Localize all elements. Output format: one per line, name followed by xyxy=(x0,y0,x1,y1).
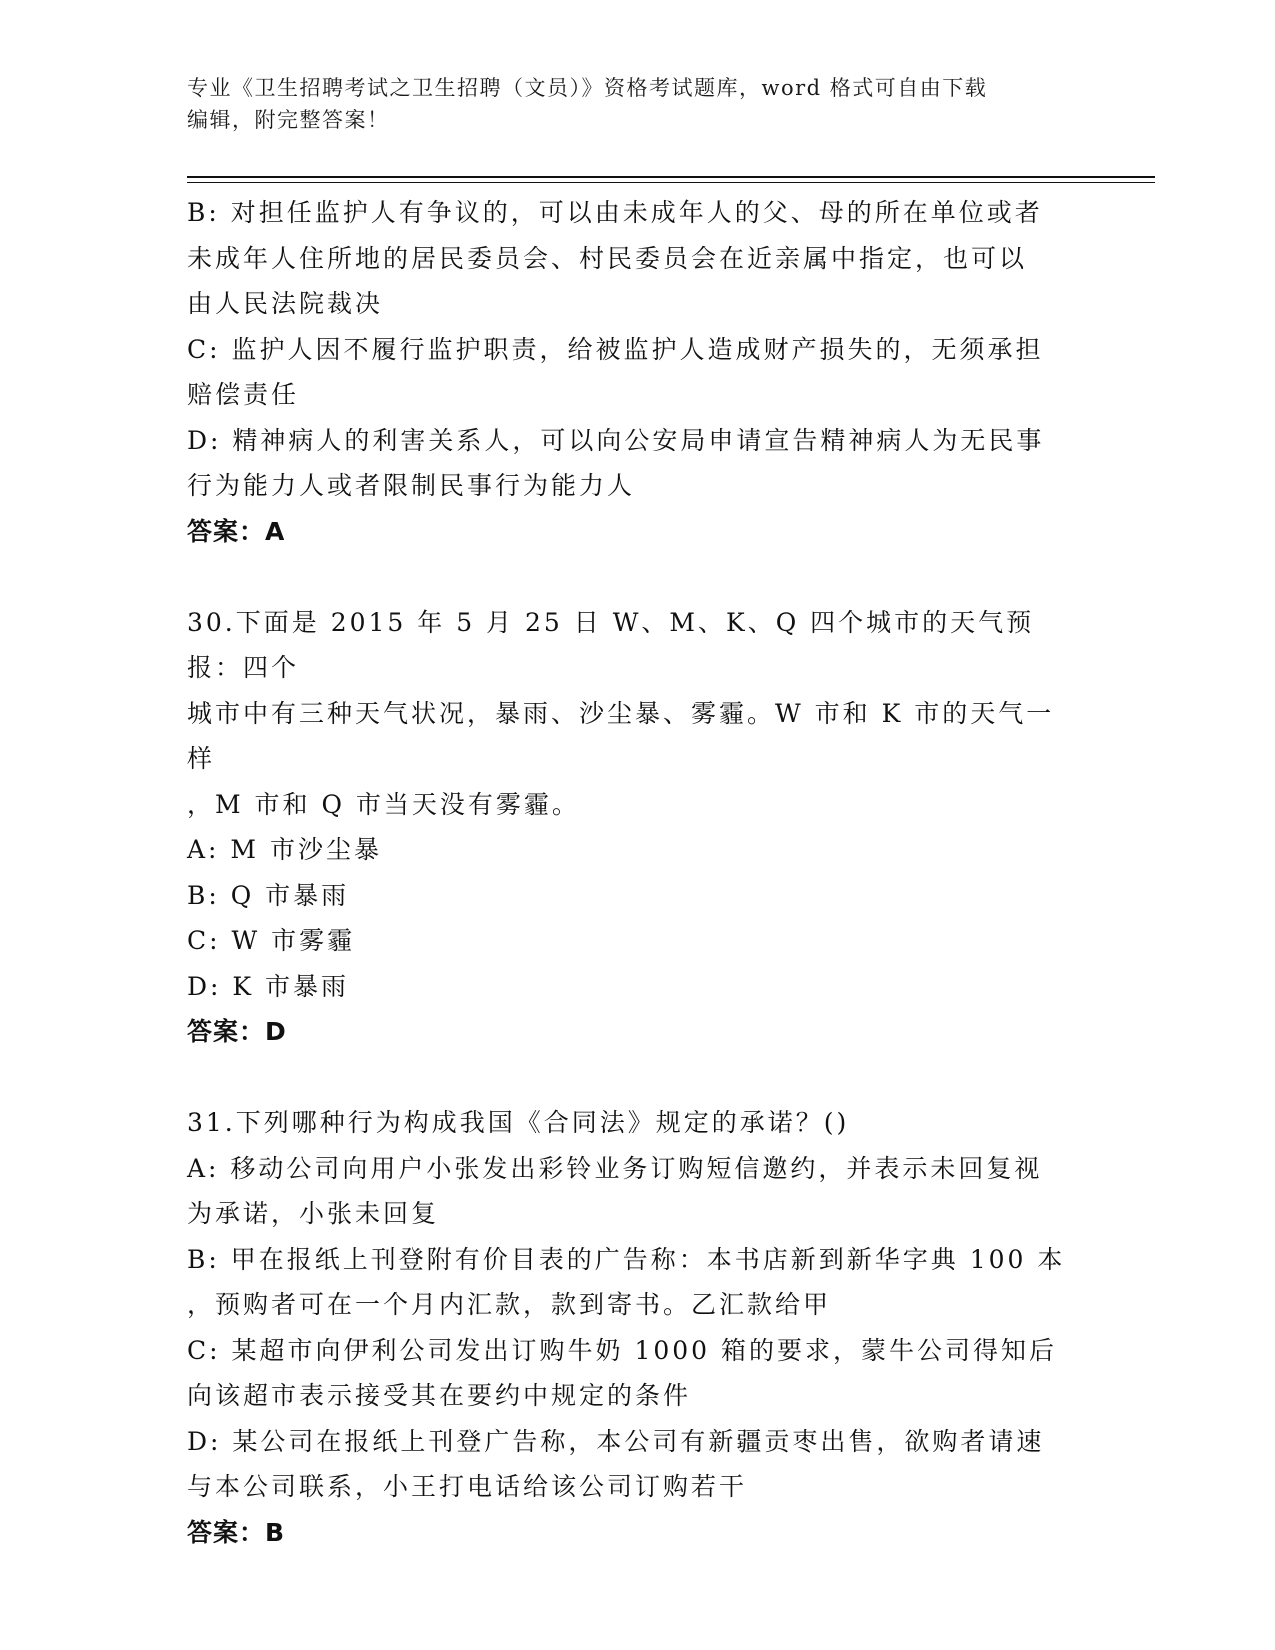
q31-option-d-line-2: 与本公司联系，小王打电话给该公司订购若干 xyxy=(187,1472,748,1501)
q30-stem-line-1: 30.下面是 2015 年 5 月 25 日 W、M、K、Q 四个城市的天气预报：四个 xyxy=(187,607,1035,682)
header-divider-thick xyxy=(187,176,1155,178)
spacer xyxy=(187,554,1067,600)
q29-option-c-line-2: 赔偿责任 xyxy=(187,380,300,409)
q31-option-a-line-1: A: 移动公司向用户小张发出彩铃业务订购短信邀约，并表示未回复视 xyxy=(187,1153,1043,1183)
question-30 xyxy=(187,600,1067,1055)
q31-option-c-line-2: 向该超市表示接受其在要约中规定的条件 xyxy=(187,1381,692,1410)
question-29 xyxy=(187,190,1067,554)
q31-option-c-line-1: C: 某超市向伊利公司发出订购牛奶 1000 箱的要求，蒙牛公司得知后 xyxy=(187,1335,1058,1365)
q30-option-b: B: Q 市暴雨 xyxy=(187,880,350,910)
q31-option-d-line-1: D: 某公司在报纸上刊登广告称，本公司有新疆贡枣出售，欲购者请速 xyxy=(187,1426,1045,1456)
header-divider-thin xyxy=(187,182,1155,183)
question-31 xyxy=(187,1100,1067,1555)
q31-answer: 答案：B xyxy=(187,1517,286,1547)
q30-stem-line-3: ，M 市和 Q 市当天没有雾霾。 xyxy=(187,789,580,819)
q31-stem: 31.下列哪种行为构成我国《合同法》规定的承诺？() xyxy=(187,1108,850,1137)
question-content xyxy=(187,190,1067,1555)
q29-option-b-line-1: B: 对担任监护人有争议的，可以由未成年人的父、母的所在单位或者 xyxy=(187,198,1043,227)
q31-option-b-line-2: ，预购者可在一个月内汇款，款到寄书。乙汇款给甲 xyxy=(187,1290,832,1319)
document-header xyxy=(187,72,1067,136)
q30-stem-line-2: 城市中有三种天气状况，暴雨、沙尘暴、雾霾。W 市和 K 市的天气一样 xyxy=(187,698,1055,773)
spacer xyxy=(187,1055,1067,1101)
q30-answer: 答案：D xyxy=(187,1017,287,1046)
header-line-1: 专业《卫生招聘考试之卫生招聘（文员）》资格考试题库，word 格式可自由下载 xyxy=(187,76,988,100)
q30-option-d: D: K 市暴雨 xyxy=(187,971,350,1001)
q31-option-a-line-2: 为承诺，小张未回复 xyxy=(187,1199,440,1228)
q29-option-c-line-1: C: 监护人因不履行监护职责，给被监护人造成财产损失的，无须承担 xyxy=(187,334,1044,364)
q29-option-d-line-1: D: 精神病人的利害关系人，可以向公安局申请宣告精神病人为无民事 xyxy=(187,425,1045,455)
header-line-2: 编辑，附完整答案！ xyxy=(187,108,390,132)
q30-option-a: A: M 市沙尘暴 xyxy=(187,835,382,864)
q29-option-d-line-2: 行为能力人或者限制民事行为能力人 xyxy=(187,471,636,500)
q29-option-b-line-2: 未成年人住所地的居民委员会、村民委员会在近亲属中指定，也可以 xyxy=(187,243,1028,273)
q29-option-b-line-3: 由人民法院裁决 xyxy=(187,289,384,318)
q29-answer: 答案：A xyxy=(187,516,286,546)
q31-option-b-line-1: B: 甲在报纸上刊登附有价目表的广告称：本书店新到新华字典 100 本 xyxy=(187,1244,1066,1274)
q30-option-c: C: W 市雾霾 xyxy=(187,926,356,955)
